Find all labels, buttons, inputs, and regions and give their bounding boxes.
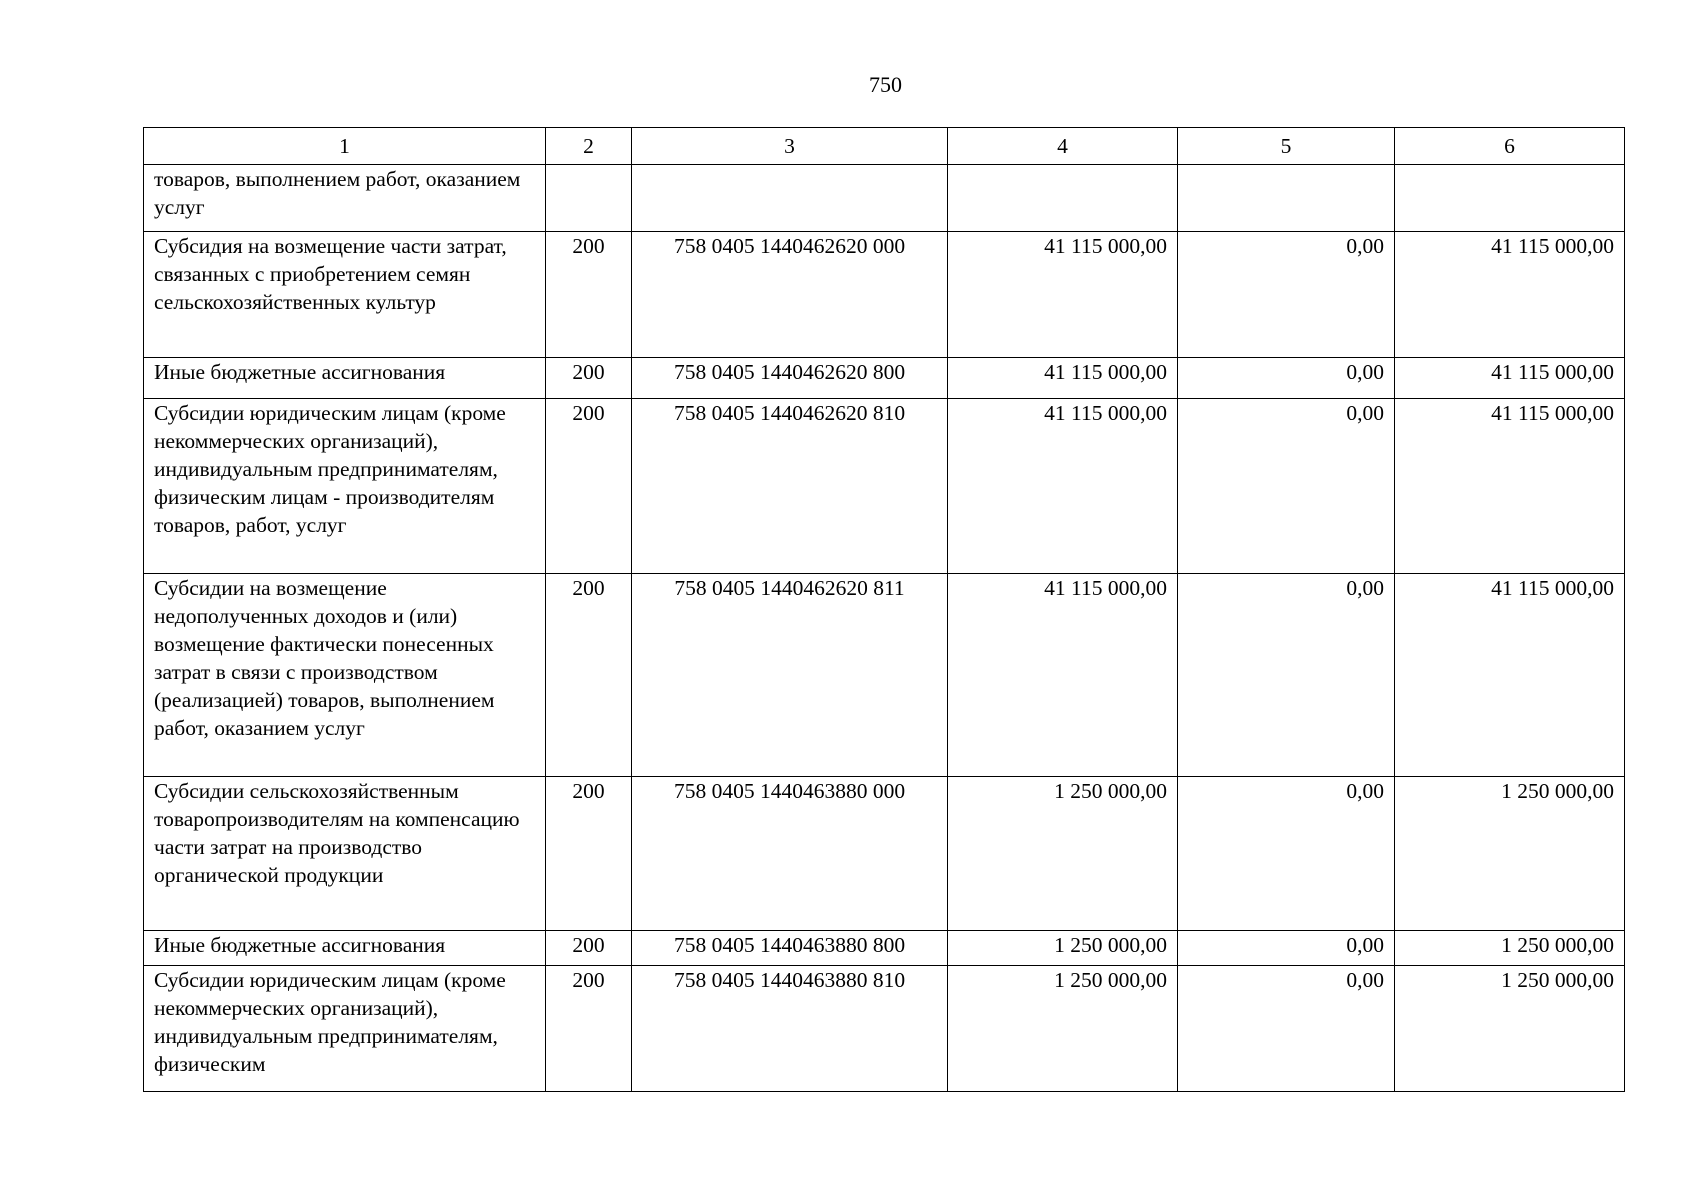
- budget-table: [143, 127, 1625, 1092]
- row-grbs: 200: [546, 399, 632, 574]
- header-col-5: 5: [1178, 128, 1395, 165]
- table-header: [144, 128, 1625, 165]
- row-code: 758 0405 1440462620 000: [632, 232, 948, 358]
- row-sum-col5: 0,00: [1178, 931, 1395, 966]
- row-sum-col6: [1395, 165, 1625, 232]
- row-sum-col5: 0,00: [1178, 777, 1395, 931]
- row-grbs: 200: [546, 232, 632, 358]
- row-sum-col5: 0,00: [1178, 399, 1395, 574]
- row-sum-col4: 41 115 000,00: [948, 399, 1178, 574]
- row-code: 758 0405 1440462620 811: [632, 574, 948, 777]
- row-name: Субсидии на возмещение недополученных доходов и (или) возмещение фактически понесенных затрат в связи с производством (реализацией) товаров, выполнением работ, оказанием услуг: [144, 574, 546, 777]
- row-sum-col4: 1 250 000,00: [948, 777, 1178, 931]
- row-code: 758 0405 1440463880 810: [632, 966, 948, 1092]
- header-col-3: 3: [632, 128, 948, 165]
- row-sum-col5: 0,00: [1178, 966, 1395, 1092]
- row-code: 758 0405 1440463880 800: [632, 931, 948, 966]
- row-sum-col4: 41 115 000,00: [948, 574, 1178, 777]
- row-sum-col6: 41 115 000,00: [1395, 399, 1625, 574]
- table-row: [144, 358, 1625, 399]
- row-name: товаров, выполнением работ, оказанием услуг: [144, 165, 546, 232]
- row-sum-col4: 41 115 000,00: [948, 232, 1178, 358]
- row-grbs: [546, 165, 632, 232]
- row-sum-col4: 1 250 000,00: [948, 931, 1178, 966]
- table-row: [144, 931, 1625, 966]
- row-sum-col4: 41 115 000,00: [948, 358, 1178, 399]
- row-code: 758 0405 1440462620 800: [632, 358, 948, 399]
- row-grbs: 200: [546, 966, 632, 1092]
- row-code: 758 0405 1440462620 810: [632, 399, 948, 574]
- row-sum-col4: 1 250 000,00: [948, 966, 1178, 1092]
- row-sum-col6: 41 115 000,00: [1395, 358, 1625, 399]
- header-col-6: 6: [1395, 128, 1625, 165]
- row-name: Субсидии сельскохозяйственным товаропроизводителям на компенсацию части затрат на производство органической продукции: [144, 777, 546, 931]
- row-sum-col6: 41 115 000,00: [1395, 574, 1625, 777]
- table-row: [144, 165, 1625, 232]
- row-name: Субсидии юридическим лицам (кроме некоммерческих организаций), индивидуальным предпринимателям, физическим: [144, 966, 546, 1092]
- table-row: [144, 966, 1625, 1092]
- row-sum-col6: 41 115 000,00: [1395, 232, 1625, 358]
- row-sum-col6: 1 250 000,00: [1395, 931, 1625, 966]
- row-name: Субсидия на возмещение части затрат, связанных с приобретением семян сельскохозяйственных культур: [144, 232, 546, 358]
- row-grbs: 200: [546, 931, 632, 966]
- table-row: [144, 574, 1625, 777]
- row-name: Субсидии юридическим лицам (кроме некоммерческих организаций), индивидуальным предпринимателям, физическим лицам - производителям товаров, работ, услуг: [144, 399, 546, 574]
- row-grbs: 200: [546, 777, 632, 931]
- row-sum-col4: [948, 165, 1178, 232]
- row-sum-col5: [1178, 165, 1395, 232]
- row-code: [632, 165, 948, 232]
- row-sum-col6: 1 250 000,00: [1395, 966, 1625, 1092]
- header-col-4: 4: [948, 128, 1178, 165]
- table-body: [144, 165, 1625, 1092]
- row-grbs: 200: [546, 574, 632, 777]
- header-col-1: 1: [144, 128, 546, 165]
- table-row: [144, 399, 1625, 574]
- row-sum-col5: 0,00: [1178, 232, 1395, 358]
- row-name: Иные бюджетные ассигнования: [144, 358, 546, 399]
- row-grbs: 200: [546, 358, 632, 399]
- row-code: 758 0405 1440463880 000: [632, 777, 948, 931]
- page-number: 750: [869, 72, 902, 97]
- row-sum-col5: 0,00: [1178, 574, 1395, 777]
- table-row: [144, 232, 1625, 358]
- header-row: [144, 128, 1625, 165]
- row-sum-col5: 0,00: [1178, 358, 1395, 399]
- row-sum-col6: 1 250 000,00: [1395, 777, 1625, 931]
- table-row: [144, 777, 1625, 931]
- row-name: Иные бюджетные ассигнования: [144, 931, 546, 966]
- header-col-2: 2: [546, 128, 632, 165]
